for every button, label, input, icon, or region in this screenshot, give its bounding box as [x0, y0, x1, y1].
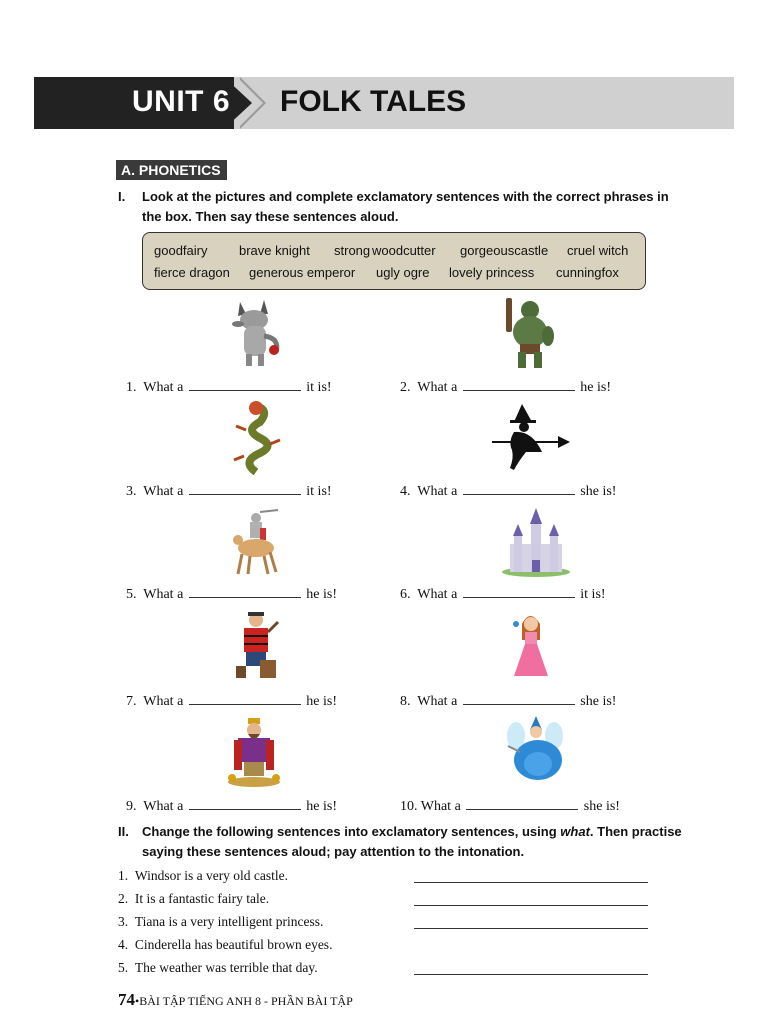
question-number: 5.	[126, 587, 137, 602]
answer-blank[interactable]	[189, 692, 301, 705]
unit-title: FOLK TALES	[280, 85, 467, 118]
word-box	[142, 232, 646, 290]
word-box-item: generous emperor	[249, 265, 356, 280]
question-suffix: he is!	[306, 694, 337, 709]
question-prefix: What a	[417, 694, 458, 709]
question-number: 9.	[126, 799, 137, 814]
word-box-item: cunningfox	[556, 265, 619, 280]
castle-picture	[500, 508, 572, 578]
sentence-number: 5.	[118, 960, 129, 975]
unit-label: UNIT 6	[132, 85, 231, 118]
question-number: 1.	[126, 380, 137, 395]
question-number: 2.	[400, 380, 411, 395]
answer-line-2[interactable]	[414, 905, 648, 906]
princess-picture	[510, 610, 552, 680]
exercise-1-instruction	[118, 187, 678, 229]
question-5	[126, 585, 337, 603]
sentence-2	[118, 891, 269, 907]
word-box-item: gorgeouscastle	[460, 243, 549, 258]
woodcutter-picture	[230, 610, 282, 680]
question-6	[400, 585, 606, 603]
question-8	[400, 692, 616, 710]
sentence-5	[118, 960, 318, 976]
witch-picture	[492, 402, 570, 472]
sentence-text: It is a fantastic fairy tale.	[134, 891, 270, 906]
answer-blank[interactable]	[463, 692, 575, 705]
footer-bullet: •	[135, 994, 140, 1008]
word-box-item: woodcutter	[372, 243, 436, 258]
unit-banner	[34, 77, 734, 129]
exercise-2-text-after: . Then practise saying these sentences aloud; pay attention to the intonation.	[142, 824, 682, 859]
exercise-1-number: I.	[118, 189, 126, 204]
exercise-2-text-before: Change the following sentences into exclamatory sentences, using	[142, 824, 561, 839]
question-prefix: What a	[420, 799, 461, 814]
question-suffix: he is!	[580, 380, 611, 395]
word-box-item: strong	[334, 243, 371, 258]
answer-blank[interactable]	[466, 797, 578, 810]
question-prefix: What a	[143, 380, 184, 395]
exercise-2-text	[142, 822, 682, 862]
answer-line-3[interactable]	[414, 928, 648, 929]
question-suffix: it is!	[306, 380, 332, 395]
answer-blank[interactable]	[463, 482, 575, 495]
question-suffix: she is!	[580, 484, 617, 499]
question-suffix: he is!	[306, 587, 337, 602]
question-number: 7.	[126, 694, 137, 709]
ogre-picture	[500, 296, 560, 370]
question-number: 8.	[400, 694, 411, 709]
question-3	[126, 482, 332, 500]
question-suffix: he is!	[306, 799, 337, 814]
fairy-picture	[504, 716, 566, 786]
question-prefix: What a	[143, 694, 184, 709]
answer-blank[interactable]	[463, 585, 575, 598]
page-number: 74	[118, 990, 135, 1009]
book-title: BÀI TẬP TIẾNG ANH 8 - PHẦN BÀI TẬP	[139, 994, 353, 1008]
question-9	[126, 797, 337, 815]
answer-line-1[interactable]	[414, 882, 648, 883]
fox-picture	[226, 296, 286, 370]
question-prefix: What a	[143, 484, 184, 499]
word-box-item: lovely princess	[449, 265, 535, 280]
answer-blank[interactable]	[189, 482, 301, 495]
question-7	[126, 692, 337, 710]
sentence-number: 1.	[118, 868, 129, 883]
question-suffix: she is!	[580, 694, 617, 709]
exercise-2-instruction	[118, 822, 682, 864]
question-suffix: it is!	[580, 587, 606, 602]
question-1	[126, 378, 332, 396]
word-box-item: ugly ogre	[376, 265, 430, 280]
sentence-3	[118, 914, 323, 930]
word-box-item: cruel witch	[567, 243, 629, 258]
question-prefix: What a	[417, 380, 458, 395]
word-box-item: goodfairy	[154, 243, 208, 258]
sentence-text: Cinderella has beautiful brown eyes.	[134, 937, 333, 952]
question-4	[400, 482, 616, 500]
question-prefix: What a	[417, 587, 458, 602]
answer-blank[interactable]	[189, 797, 301, 810]
word-box-item: brave knight	[239, 243, 310, 258]
word-box-item: fierce dragon	[154, 265, 230, 280]
question-10	[400, 797, 620, 815]
section-phonetics-tag: A. PHONETICS	[116, 160, 227, 180]
answer-blank[interactable]	[189, 378, 301, 391]
exercise-2-number: II.	[118, 824, 129, 839]
sentence-text: Windsor is a very old castle.	[134, 868, 289, 883]
exercise-1-text: Look at the pictures and complete exclamatory sentences with the correct phrases in the box. Then say these sentences aloud.	[142, 189, 669, 224]
question-number: 4.	[400, 484, 411, 499]
answer-blank[interactable]	[189, 585, 301, 598]
question-prefix: What a	[417, 484, 458, 499]
question-prefix: What a	[143, 587, 184, 602]
answer-blank[interactable]	[463, 378, 575, 391]
question-number: 3.	[126, 484, 137, 499]
knight-picture	[230, 508, 282, 578]
sentence-number: 3.	[118, 914, 129, 929]
sentence-1	[118, 868, 288, 884]
question-number: 6.	[400, 587, 411, 602]
sentence-4	[118, 937, 332, 953]
sentence-text: The weather was terrible that day.	[134, 960, 318, 975]
page-footer	[118, 990, 353, 1010]
answer-line-5[interactable]	[414, 974, 648, 975]
emperor-picture	[224, 716, 286, 788]
sentence-number: 2.	[118, 891, 129, 906]
sentence-text: Tiana is a very intelligent princess.	[134, 914, 324, 929]
question-suffix: it is!	[306, 484, 332, 499]
question-number: 10.	[400, 799, 418, 814]
dragon-picture	[230, 400, 282, 476]
sentence-number: 4.	[118, 937, 129, 952]
exercise-2-emphasis: what	[560, 824, 590, 839]
question-2	[400, 378, 611, 396]
question-prefix: What a	[143, 799, 184, 814]
question-suffix: she is!	[583, 799, 620, 814]
